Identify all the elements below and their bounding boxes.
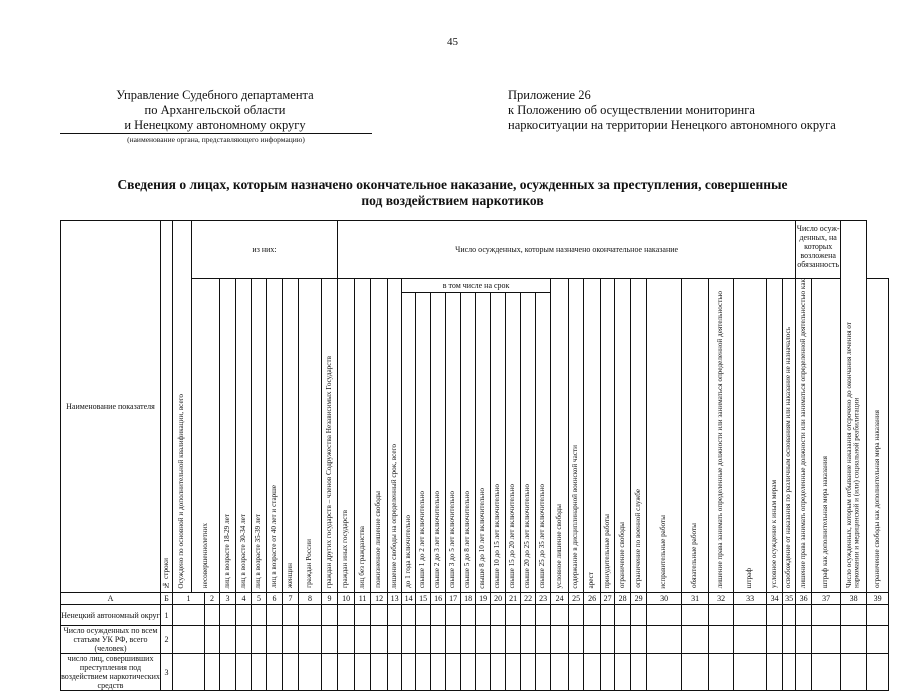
data-cell [267,626,283,654]
column-number-cell: 20 [491,593,506,605]
table-row [61,626,889,654]
data-cell [338,626,355,654]
data-cell [601,605,615,626]
data-cell [783,654,796,691]
column-number-cell: 3 [220,593,236,605]
column-number-cell: 11 [355,593,371,605]
appendix-line: Приложение 26 [508,88,591,102]
data-cell [615,654,631,691]
row-label: Число осужденных по всем статьям УК РФ, всего (человек) [61,626,161,654]
data-cell [431,626,446,654]
data-cell [283,654,299,691]
data-cell [461,626,476,654]
table-row [61,654,889,691]
column-number-cell: 2 [205,593,220,605]
column-number-cell: 6 [267,593,283,605]
data-cell [252,605,267,626]
punishment-column-header: обязательные работы [682,279,709,593]
data-cell [506,654,521,691]
data-cell [841,654,867,691]
term-column-header: до 1 года включительно [402,293,416,593]
of-them-group-header: из них: [192,221,338,279]
data-cell [631,605,647,626]
column-number-cell: 22 [521,593,536,605]
term-column-header: свыше 8 до 10 лет включительно [476,293,491,593]
data-cell [431,605,446,626]
column-number-cell: 1 [173,593,205,605]
term-column-header: свыше 25 до 35 лет включительно [536,293,551,593]
column-number-cell: 38 [841,593,867,605]
column-number-cell: 19 [476,593,491,605]
organization-line: Управление Судебного департамента [116,88,314,102]
data-cell [252,654,267,691]
of-them-column-header: лиц в возрасте от 40 лет и старше [267,279,283,593]
data-cell [767,605,783,626]
punishment-column-header: лишение права занимать определенные должности или заниматься определенной деятельностью [709,279,734,593]
data-cell [767,626,783,654]
term-column-header: свыше 5 до 8 лет включительно [461,293,476,593]
of-them-column-header: граждан иных государств [338,279,355,593]
data-cell [461,654,476,691]
treatment-group-header: Число осуж-денных, на которых возложена обязанность [796,221,841,279]
column-number-cell: 26 [584,593,601,605]
data-cell [584,605,601,626]
data-cell [205,654,220,691]
data-cell [388,654,402,691]
data-cell [173,654,205,691]
data-cell [431,654,446,691]
data-cell [709,605,734,626]
page-number: 45 [447,36,458,48]
data-cell [173,605,205,626]
data-cell [416,654,431,691]
data-cell [446,605,461,626]
of-them-column-header: женщин [283,279,299,593]
data-cell [867,626,889,654]
punishment-column-header: условное лишение свободы [551,279,569,593]
appendix-line: наркоситуации на территории Ненецкого автономного округа [508,118,836,132]
column-number-cell: 31 [682,593,709,605]
data-cell [446,654,461,691]
report-title-line: Сведения о лицах, которым назначено окончательное наказание, осужденных за преступления, совершенные [117,177,788,192]
data-cell [267,654,283,691]
data-cell [388,605,402,626]
statistics-table [60,220,889,691]
data-cell [355,654,371,691]
data-cell [220,626,236,654]
column-number-cell: 12 [371,593,388,605]
column-number-cell: 14 [402,593,416,605]
data-cell [402,626,416,654]
data-cell [355,626,371,654]
punishment-column-header: ограничение свободы как дополнительная мера наказания [867,279,889,593]
data-cell [551,605,569,626]
data-cell [521,654,536,691]
column-number-cell: 5 [252,593,267,605]
data-cell [173,626,205,654]
data-cell [299,605,322,626]
data-cell [506,605,521,626]
data-cell [236,626,252,654]
data-cell [796,605,812,626]
punishment-column-header: ограничение свободы [615,279,631,593]
data-cell [796,626,812,654]
column-number-cell: 9 [322,593,338,605]
column-number-cell: 33 [734,593,767,605]
row-number-header: № строки [161,221,173,593]
data-cell [584,626,601,654]
data-cell [812,605,841,626]
of-them-column-header: граждан России [299,279,322,593]
column-number-cell: 34 [767,593,783,605]
data-cell [402,654,416,691]
data-cell [355,605,371,626]
data-cell [812,626,841,654]
data-cell [551,654,569,691]
data-cell [584,654,601,691]
data-cell [322,626,338,654]
data-cell [734,626,767,654]
organization-block [60,88,370,133]
data-cell [371,654,388,691]
data-cell [388,626,402,654]
of-them-column-header: несовершеннолетних [192,279,220,593]
data-cell [338,654,355,691]
data-cell [601,654,615,691]
data-cell [252,626,267,654]
column-number-cell: 7 [283,593,299,605]
of-them-column-header: лиц в возрасте 18-29 лет [220,279,236,593]
data-cell [236,605,252,626]
column-number-cell: 21 [506,593,521,605]
data-cell [734,654,767,691]
data-cell [647,605,682,626]
column-number-cell: 4 [236,593,252,605]
data-cell [299,626,322,654]
column-number-cell: 37 [812,593,841,605]
data-cell [476,654,491,691]
data-cell [867,605,889,626]
report-title [90,177,815,209]
row-number: 1 [161,605,173,626]
data-cell [767,654,783,691]
term-column-header: свыше 2 до 3 лет включительно [431,293,446,593]
indicator-name-header: Наименование показателя [61,221,161,593]
data-cell [783,605,796,626]
term-column-header: свыше 10 до 15 лет включительно [491,293,506,593]
column-number-cell: 15 [416,593,431,605]
data-cell [283,626,299,654]
column-number-cell: 23 [536,593,551,605]
punishment-column-header: штраф [734,279,767,593]
data-cell [521,605,536,626]
data-cell [521,626,536,654]
data-cell [682,626,709,654]
data-cell [631,654,647,691]
data-cell [446,626,461,654]
data-cell [536,605,551,626]
data-cell [615,605,631,626]
organization-caption: (наименование органа, представляющего информацию) [127,135,305,144]
punishment-column-header: условное осуждение к иным мерам [767,279,783,593]
data-cell [322,654,338,691]
column-number-cell: 13 [388,593,402,605]
data-cell [338,605,355,626]
column-number-cell: 24 [551,593,569,605]
column-number-cell: 17 [446,593,461,605]
data-cell [709,626,734,654]
appendix-line: к Положению об осуществлении мониторинга [508,103,755,117]
of-them-column-header: лиц без гражданства [355,279,371,593]
punishment-column-header: содержание в дисциплинарной воинской части [569,279,584,593]
data-cell [601,626,615,654]
data-cell [491,654,506,691]
data-cell [491,626,506,654]
punishment-column-header: штраф как дополнительная мера наказания [812,279,841,593]
data-cell [734,605,767,626]
data-cell [476,605,491,626]
data-cell [205,626,220,654]
convicted-total-header: Осуждено по основной и дополнительной квалификации, всего [173,221,192,593]
column-number-cell: А [61,593,161,605]
punishment-column-header: пожизненное лишение свободы [371,279,388,593]
data-cell [569,626,584,654]
final-punishment-group-header: Число осужденных, которым назначено окончательное наказание [338,221,796,279]
data-cell [647,626,682,654]
column-number-cell: 30 [647,593,682,605]
data-cell [416,626,431,654]
data-cell [461,605,476,626]
of-them-column-header: лиц в возрасте 30-34 лет [236,279,252,593]
row-label: число лиц, совершивших преступления под воздействием наркотических средств [61,654,160,691]
punishment-column-header: освобождение от наказания по различным основаниям или наказание не назначалось [783,279,796,593]
data-cell [205,605,220,626]
appendix-block [508,88,888,133]
data-cell [299,654,322,691]
column-number-cell: Б [161,593,173,605]
column-number-cell: 32 [709,593,734,605]
data-cell [236,654,252,691]
data-cell [551,626,569,654]
column-number-cell: 16 [431,593,446,605]
column-number-cell: 39 [867,593,889,605]
data-cell [371,626,388,654]
data-cell [615,626,631,654]
column-number-cell: 36 [796,593,812,605]
punishment-column-header: лишение свободы на определенный срок, всего [388,279,402,593]
data-cell [267,605,283,626]
of-them-column-header: граждан других государств – членов Содружества Независимых Государств [322,279,338,593]
punishment-column-header: принудительные работы [601,279,615,593]
deferred-punishment-header: Число осужденных, которым отбывание наказания отсрочено до окончания лечения от наркомании и медицинской и (или) социальной реабилитации [841,221,867,593]
data-cell [796,654,812,691]
data-cell [322,605,338,626]
data-cell [506,626,521,654]
data-cell [536,626,551,654]
data-cell [841,626,867,654]
report-title-line: под воздействием наркотиков [361,193,544,208]
data-cell [682,654,709,691]
row-number: 3 [161,654,173,691]
data-cell [283,605,299,626]
column-number-cell: 29 [631,593,647,605]
punishment-column-header: лишение права занимать определенные должности или заниматься определенной деятельностью как [796,279,812,593]
column-number-cell: 25 [569,593,584,605]
row-number: 2 [161,626,173,654]
data-cell [682,605,709,626]
column-number-cell: 8 [299,593,322,605]
punishment-column-header: арест [584,279,601,593]
data-cell [402,605,416,626]
data-cell [783,626,796,654]
data-cell [647,654,682,691]
term-column-header: свыше 20 до 25 лет включительно [521,293,536,593]
table-row [61,605,889,626]
column-number-cell: 10 [338,593,355,605]
column-number-cell: 28 [615,593,631,605]
punishment-column-header: ограничение по военной службе [631,279,647,593]
organization-line: по Архангельской области [144,103,286,117]
of-them-column-header: лиц в возрасте 35-39 лет [252,279,267,593]
data-cell [371,605,388,626]
data-cell [841,605,867,626]
in-term-group-header: в том числе на срок [402,279,551,293]
term-column-header: свыше 3 до 5 лет включительно [446,293,461,593]
data-cell [812,654,841,691]
data-cell [569,605,584,626]
row-label: Ненецкий автономный округ [61,605,161,626]
data-cell [476,626,491,654]
punishment-column-header: исправительные работы [647,279,682,593]
data-cell [536,654,551,691]
data-cell [709,654,734,691]
organization-line: и Ненецкому автономному округу [124,118,306,132]
column-number-cell: 35 [783,593,796,605]
column-number-cell: 18 [461,593,476,605]
data-cell [220,654,236,691]
data-cell [416,605,431,626]
column-number-cell: 27 [601,593,615,605]
term-column-header: свыше 1 до 2 лет включительно [416,293,431,593]
data-cell [491,605,506,626]
data-cell [631,626,647,654]
organization-underline [60,133,372,134]
term-column-header: свыше 15 до 20 лет включительно [506,293,521,593]
data-cell [569,654,584,691]
data-cell [867,654,889,691]
data-cell [220,605,236,626]
